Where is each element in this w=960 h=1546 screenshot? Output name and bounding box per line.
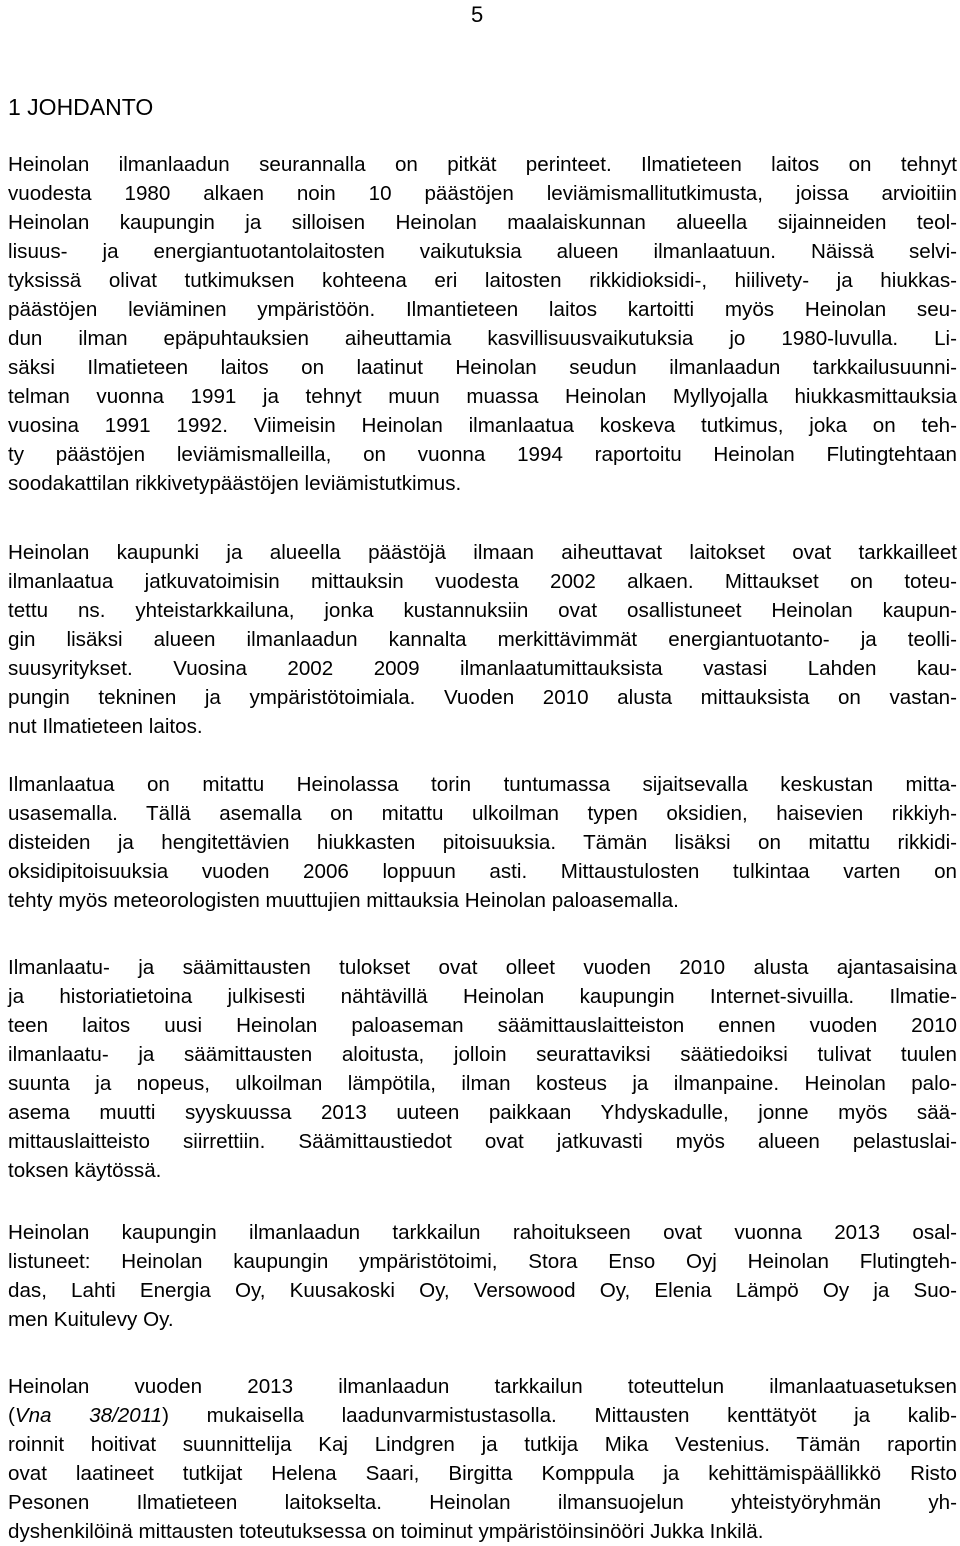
text-line: soodakattilan rikkivetypäästöjen leviämistutkimus. (8, 472, 462, 495)
text-line: telman vuonna 1991 ja tehnyt muun muassa Heinolan Myllyojalla hiukkasmittauksia (8, 385, 957, 408)
text-fragment: ) mukaisella laadunvarmistustasolla. Mittausten kenttätyöt ja kalib- (162, 1404, 957, 1427)
text-line: dun ilman epäpuhtauksien aiheuttamia kasvillisuusvaikutuksia jo 1980-luvulla. Li- (8, 327, 957, 350)
text-line: ilmanlaatu- ja säämittausten aloitusta, jolloin seurattaviksi säätiedoiksi tulivat tuulen (8, 1043, 957, 1066)
text-line: Heinolan kaupungin ilmanlaadun tarkkailun rahoitukseen ovat vuonna 2013 osal- (8, 1221, 957, 1244)
paragraph-5 (8, 1218, 957, 1334)
regulation-reference: Vna 38/2011 (14, 1404, 163, 1427)
text-line: dyshenkilöinä mittausten toteutuksessa on toiminut ympäristöinsinööri Jukka Inkilä. (8, 1520, 764, 1543)
text-line: Heinolan ilmanlaadun seurannalla on pitkät perinteet. Ilmatieteen laitos on tehnyt (8, 153, 957, 176)
paragraph-4 (8, 953, 957, 1185)
text-line: suusyritykset. Vuosina 2002 2009 ilmanlaatumittauksista vastasi Lahden kau- (8, 657, 957, 680)
text-line: Heinolan kaupungin ja silloisen Heinolan maalaiskunnan alueella sijainneiden teol- (8, 211, 957, 234)
text-line: listuneet: Heinolan kaupungin ympäristötoimi, Stora Enso Oyj Heinolan Flutingteh- (8, 1250, 957, 1273)
text-line (8, 1401, 957, 1430)
paragraph-1 (8, 150, 957, 498)
text-line: Heinolan vuoden 2013 ilmanlaadun tarkkailun toteuttelun ilmanlaatuasetuksen (8, 1375, 957, 1398)
text-line: Ilmanlaatu- ja säämittausten tulokset ovat olleet vuoden 2010 alusta ajantasaisina (8, 956, 957, 979)
text-line: oksidipitoisuuksia vuoden 2006 loppuun asti. Mittaustulosten tulkintaa varten on (8, 860, 957, 883)
text-line: mittauslaitteisto siirrettiin. Säämittaustiedot ovat jatkuvasti myös alueen pelastuslai- (8, 1130, 957, 1153)
text-line: gin lisäksi alueen ilmanlaadun kannalta merkittävimmät energiantuotanto- ja teolli- (8, 628, 957, 651)
text-line: ty päästöjen leviämismalleilla, on vuonna 1994 raportoitu Heinolan Flutingtehtaan (8, 443, 957, 466)
text-line: päästöjen leviäminen ympäristöön. Ilmantieteen laitos kartoitti myös Heinolan seu- (8, 298, 957, 321)
text-line: ilmanlaatua jatkuvatoimisin mittauksin vuodesta 2002 alkaen. Mittaukset on toteu- (8, 570, 957, 593)
paragraph-6 (8, 1372, 957, 1546)
text-line: nut Ilmatieteen laitos. (8, 715, 203, 738)
text-line: teen laitos uusi Heinolan paloaseman säämittauslaitteiston ennen vuoden 2010 (8, 1014, 957, 1037)
text-line: asema muutti syyskuussa 2013 uuteen paikkaan Yhdyskadulle, jonne myös sää- (8, 1101, 957, 1124)
paragraph-2 (8, 538, 957, 741)
text-line: ja historiatietoina julkisesti nähtävillä Heinolan kaupungin Internet-sivuilla. Ilmatie- (8, 985, 957, 1008)
text-line: roinnit hoitivat suunnittelija Kaj Lindgren ja tutkija Mika Vestenius. Tämän raportin (8, 1433, 957, 1456)
text-line: Heinolan kaupunki ja alueella päästöjä ilmaan aiheuttavat laitokset ovat tarkkailleet (8, 541, 957, 564)
text-line: das, Lahti Energia Oy, Kuusakoski Oy, Versowood Oy, Elenia Lämpö Oy ja Suo- (8, 1279, 957, 1302)
text-line: toksen käytössä. (8, 1159, 162, 1182)
page-number: 5 (471, 2, 484, 27)
text-line: tyksissä olivat tutkimuksen kohteena eri laitosten rikkidioksidi-, hiilivety- ja hiukkas- (8, 269, 957, 292)
text-line: suunta ja nopeus, ulkoilman lämpötila, ilman kosteus ja ilmanpaine. Heinolan palo- (8, 1072, 957, 1095)
text-line: pungin tekninen ja ympäristötoimiala. Vuoden 2010 alusta mittauksista on vastan- (8, 686, 957, 709)
text-line: Ilmanlaatua on mitattu Heinolassa torin tuntumassa sijaitsevalla keskustan mitta- (8, 773, 957, 796)
text-line: ovat laatineet tutkijat Helena Saari, Birgitta Komppula ja kehittämispäällikkö Risto (8, 1462, 957, 1485)
text-line: vuodesta 1980 alkaen noin 10 päästöjen leviämismallitutkimusta, joissa arvioitiin (8, 182, 957, 205)
text-line: usasemalla. Tällä asemalla on mitattu ulkoilman typen oksidien, haisevien rikkiyh- (8, 802, 957, 825)
text-line: disteiden ja hengitettävien hiukkasten pitoisuuksia. Tämän lisäksi on mitattu rikkidi- (8, 831, 957, 854)
paragraph-3 (8, 770, 957, 915)
text-line: Pesonen Ilmatieteen laitokselta. Heinolan ilmansuojelun yhteistyöryhmän yh- (8, 1491, 957, 1514)
text-line: tettu ns. yhteistarkkailuna, jonka kustannuksiin ovat osallistuneet Heinolan kaupun- (8, 599, 957, 622)
text-line: säksi Ilmatieteen laitos on laatinut Heinolan seudun ilmanlaadun tarkkailusuunni- (8, 356, 957, 379)
text-line: tehty myös meteorologisten muuttujien mittauksia Heinolan paloasemalla. (8, 889, 679, 912)
text-fragment: ( (8, 1404, 15, 1427)
section-heading: 1 JOHDANTO (8, 94, 154, 120)
text-line: vuosina 1991 1992. Viimeisin Heinolan ilmanlaatua koskeva tutkimus, joka on teh- (8, 414, 957, 437)
text-line: lisuus- ja energiantuotantolaitosten vaikutuksia alueen ilmanlaatuun. Näissä selvi- (8, 240, 957, 263)
text-line: men Kuitulevy Oy. (8, 1308, 174, 1331)
